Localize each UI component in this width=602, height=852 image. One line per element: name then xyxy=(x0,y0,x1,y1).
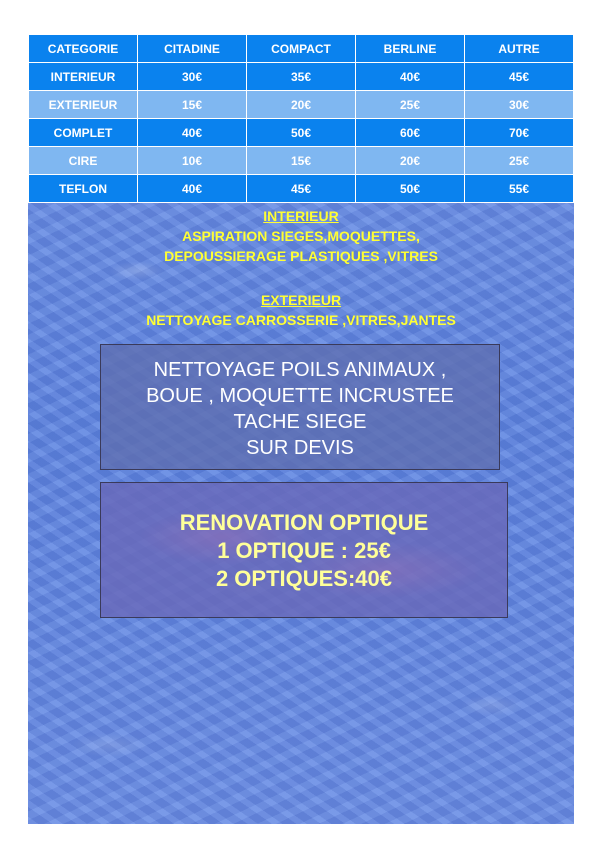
exterieur-line: NETTOYAGE CARROSSERIE ,VITRES,JANTES xyxy=(146,312,456,328)
table-cell: 30€ xyxy=(465,91,574,119)
renovation-optique-box xyxy=(100,482,508,618)
optique-price-two: 2 OPTIQUES:40€ xyxy=(215,566,393,591)
row-label: INTERIEUR xyxy=(29,63,138,91)
interieur-heading: INTERIEUR xyxy=(263,208,339,224)
table-cell: 40€ xyxy=(138,175,247,203)
table-cell: 25€ xyxy=(356,91,465,119)
optique-price-one: 1 OPTIQUE : 25€ xyxy=(217,538,391,563)
price-table xyxy=(28,34,574,203)
table-row xyxy=(29,91,574,119)
table-cell: 20€ xyxy=(247,91,356,119)
table-cell: 70€ xyxy=(465,119,574,147)
devis-line: SUR DEVIS xyxy=(246,437,354,459)
table-header-row xyxy=(29,35,574,63)
exterieur-description xyxy=(28,290,574,330)
table-cell: 30€ xyxy=(138,63,247,91)
table-cell: 15€ xyxy=(247,147,356,175)
table-row xyxy=(29,147,574,175)
table-cell: 10€ xyxy=(138,147,247,175)
table-cell: 15€ xyxy=(138,91,247,119)
interieur-line: DEPOUSSIERAGE PLASTIQUES ,VITRES xyxy=(164,248,438,264)
table-cell: 45€ xyxy=(247,175,356,203)
header-compact: COMPACT xyxy=(247,35,356,63)
pricing-page xyxy=(28,34,574,824)
optique-title: RENOVATION OPTIQUE xyxy=(179,510,429,535)
exterieur-heading: EXTERIEUR xyxy=(260,292,342,308)
table-cell: 45€ xyxy=(465,63,574,91)
header-autre: AUTRE xyxy=(465,35,574,63)
table-cell: 25€ xyxy=(465,147,574,175)
table-row xyxy=(29,63,574,91)
row-label: CIRE xyxy=(29,147,138,175)
devis-line: BOUE , MOQUETTE INCRUSTEE xyxy=(146,385,454,407)
table-cell: 50€ xyxy=(247,119,356,147)
table-cell: 40€ xyxy=(138,119,247,147)
row-label: EXTERIEUR xyxy=(29,91,138,119)
header-berline: BERLINE xyxy=(356,35,465,63)
table-cell: 40€ xyxy=(356,63,465,91)
row-label: COMPLET xyxy=(29,119,138,147)
header-categorie: CATEGORIE xyxy=(29,35,138,63)
table-cell: 60€ xyxy=(356,119,465,147)
sur-devis-box xyxy=(100,344,500,470)
interieur-description xyxy=(28,206,574,266)
devis-line: NETTOYAGE POILS ANIMAUX , xyxy=(153,359,447,381)
interieur-line: ASPIRATION SIEGES,MOQUETTES, xyxy=(182,228,420,244)
table-cell: 50€ xyxy=(356,175,465,203)
table-row xyxy=(29,119,574,147)
row-label: TEFLON xyxy=(29,175,138,203)
header-citadine: CITADINE xyxy=(138,35,247,63)
table-cell: 55€ xyxy=(465,175,574,203)
table-row xyxy=(29,175,574,203)
table-cell: 35€ xyxy=(247,63,356,91)
devis-line: TACHE SIEGE xyxy=(233,411,367,433)
table-cell: 20€ xyxy=(356,147,465,175)
